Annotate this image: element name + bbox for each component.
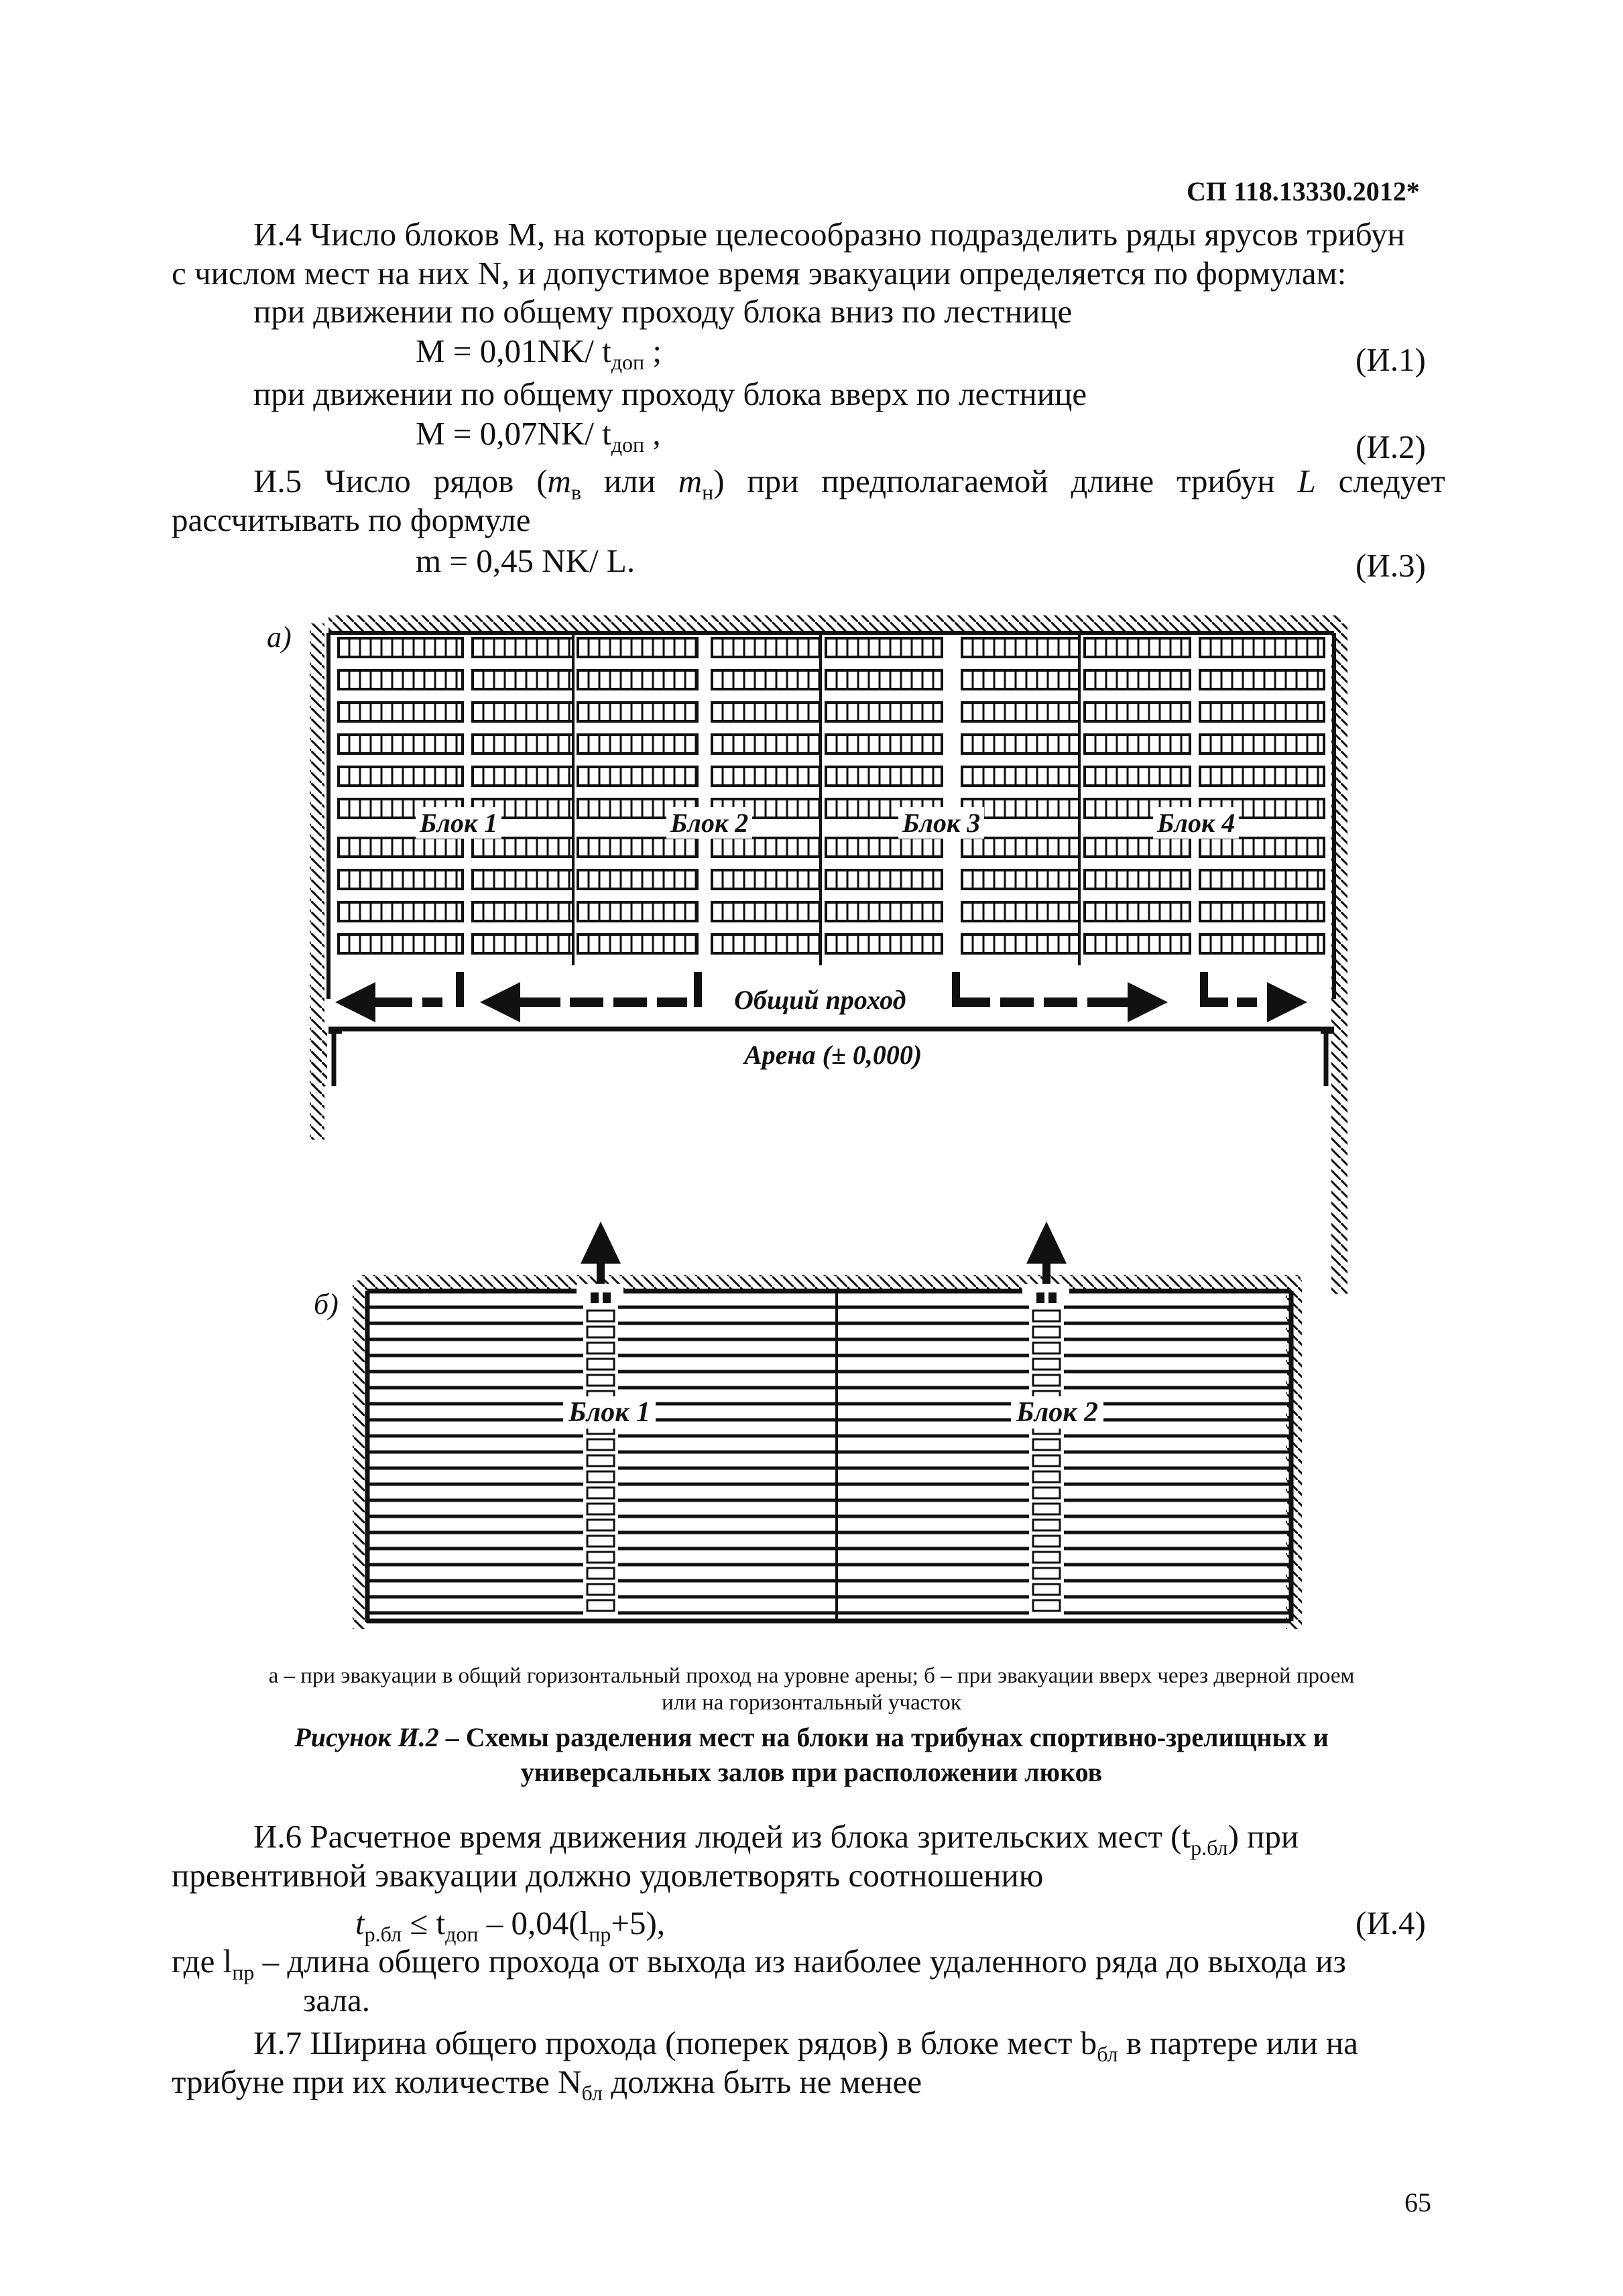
i6-line1: И.6 Расчетное время движения людей из блока зрительских мест $(t_{р.бл})$ при — [253, 1818, 1299, 1860]
figure-title-line1: Рисунок И.2 – Схемы разделения мест на блоки на трибунах спортивно-зрелищных и — [294, 1722, 1329, 1752]
arena-label: Арена (± 0,000) — [744, 1040, 922, 1070]
seat-row — [826, 735, 942, 753]
seat-row — [962, 767, 1079, 786]
page-number: 65 — [1404, 2187, 1431, 2218]
diagram-a — [310, 615, 1347, 1294]
seat-row — [962, 934, 1079, 953]
i4-line3: при движении по общему проходу блока вниз по лестнице — [253, 293, 1073, 330]
seat-row — [826, 703, 942, 721]
seat-row — [826, 934, 942, 953]
seat-row — [1200, 638, 1324, 657]
seat-row — [962, 670, 1079, 689]
seat-row — [578, 934, 697, 953]
i4-line2: с числом мест на них N, и допустимое время эвакуации определяется по формулам: — [172, 255, 1347, 292]
seat-row — [962, 902, 1079, 921]
seat-row — [339, 870, 463, 889]
seat-row — [1200, 870, 1324, 889]
i7-line1: И.7 Ширина общего прохода (поперек рядов) в блоке мест $b_{бл}$ в партере или на — [253, 2025, 1358, 2066]
figure-b-label: б) — [314, 1288, 339, 1321]
i4-line4: при движении по общему проходу блока вверх по лестнице — [253, 375, 1087, 412]
seat-row — [578, 870, 697, 889]
seat-row — [339, 703, 463, 721]
equation-number-i2: (И.2) — [1356, 428, 1426, 465]
seat-row — [826, 767, 942, 786]
seat-row — [1200, 902, 1324, 921]
formula-i1: M = 0,01NK/ $t_{доп}$ ; — [416, 333, 662, 374]
figure-note-line2: или на горизонтальный участок — [662, 1691, 961, 1715]
seat-row — [1200, 670, 1324, 689]
block-3-label-a: Блок 3 — [898, 807, 984, 839]
document-code: СП 118.13330.2012* — [1187, 176, 1420, 206]
seat-row — [826, 870, 942, 889]
block-1-label-a: Блок 1 — [416, 807, 501, 839]
seat-row — [578, 838, 697, 857]
formula-i4: $t_{р.бл} \le t_{доп} - 0,04(l_{пр}+5)$, — [355, 1905, 666, 1946]
seat-row — [578, 902, 697, 921]
seat-row — [339, 735, 463, 753]
seat-row — [578, 735, 697, 753]
equation-number-i4: (И.4) — [1356, 1905, 1426, 1941]
seat-row — [578, 703, 697, 721]
seat-row — [1200, 703, 1324, 721]
block-2-label-a: Блок 2 — [666, 807, 752, 839]
figure-title-line2: универсальных залов при расположении люков — [520, 1757, 1103, 1787]
i6-where-line1: где $l_{пр}$ – длина общего прохода от выхода из наиболее удаленного ряда до выхода из — [172, 1943, 1346, 1984]
seat-row — [1200, 934, 1324, 953]
seat-row — [1200, 735, 1324, 753]
seat-row — [826, 670, 942, 689]
seat-row — [962, 870, 1079, 889]
diagram-b — [353, 1221, 1302, 1629]
seat-row — [339, 767, 463, 786]
i7-line2: трибуне при их количестве $N_{бл}$ должна быть не менее — [172, 2063, 922, 2105]
seat-row — [339, 838, 463, 857]
i4-line1: И.4 Число блоков М, на которые целесообразно подразделить ряды ярусов трибун — [253, 216, 1405, 253]
seat-row — [826, 838, 942, 857]
block-4-label-a: Блок 4 — [1153, 807, 1239, 839]
seat-row — [578, 670, 697, 689]
seat-row — [962, 735, 1079, 753]
seat-row — [339, 670, 463, 689]
figure-a-label: а) — [267, 621, 292, 654]
common-passage-label: Общий проход — [734, 985, 906, 1015]
seat-row — [578, 767, 697, 786]
i5-line1: И.5 Число рядов ($m_в$ или $m_н$) при предполагаемой длине трибун L следует — [253, 463, 1445, 504]
seat-row — [1200, 767, 1324, 786]
seat-row — [962, 703, 1079, 721]
i6-line2: превентивной эвакуации должно удовлетворять соотношению — [172, 1857, 1044, 1894]
seat-row — [1200, 838, 1324, 857]
formula-i2: M = 0,07NK/ $t_{доп}$ , — [416, 415, 661, 457]
seat-row — [339, 902, 463, 921]
figure-note-line1: а – при эвакуации в общий горизонтальный проход на уровне арены; б – при эвакуации вверх через дверной проем — [268, 1664, 1355, 1688]
seat-row — [339, 638, 463, 657]
equation-number-i3: (И.3) — [1356, 547, 1426, 584]
seat-row — [339, 934, 463, 953]
block-2-label-b: Блок 2 — [1011, 1396, 1103, 1429]
i6-where-line2: зала. — [303, 1982, 370, 2018]
seat-row — [826, 902, 942, 921]
formula-i3: m = 0,45 NK/ L. — [416, 542, 636, 579]
seat-row — [962, 838, 1079, 857]
block-1-label-b: Блок 1 — [563, 1396, 656, 1429]
seat-row — [962, 638, 1079, 657]
seat-row — [578, 638, 697, 657]
equation-number-i1: (И.1) — [1356, 341, 1426, 378]
i5-line2: рассчитывать по формуле — [172, 501, 531, 538]
seat-row — [826, 638, 942, 657]
